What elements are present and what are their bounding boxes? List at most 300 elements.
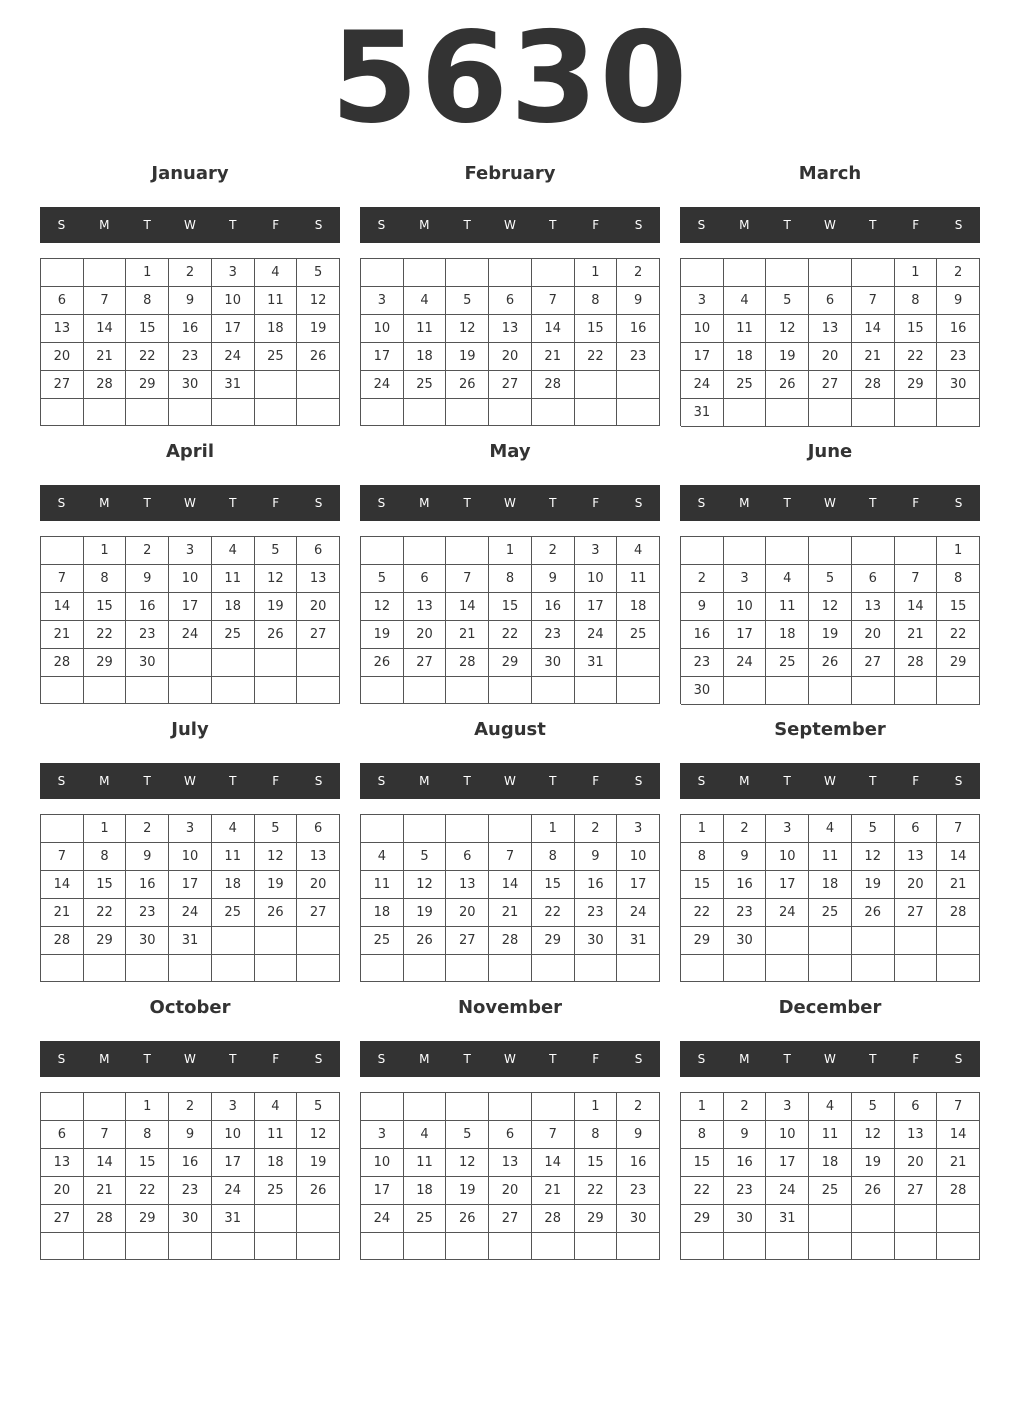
day-cell[interactable]: 15 — [126, 1149, 169, 1177]
day-cell[interactable]: 6 — [41, 287, 84, 315]
day-cell[interactable]: 2 — [617, 1093, 660, 1121]
day-cell[interactable]: 18 — [255, 315, 298, 343]
day-cell[interactable]: 2 — [724, 815, 767, 843]
day-cell[interactable]: 10 — [212, 287, 255, 315]
day-cell[interactable]: 12 — [766, 315, 809, 343]
day-cell[interactable]: 12 — [361, 593, 404, 621]
day-cell[interactable]: 3 — [724, 565, 767, 593]
day-cell[interactable]: 22 — [681, 899, 724, 927]
day-cell[interactable]: 26 — [255, 621, 298, 649]
day-cell[interactable]: 14 — [895, 593, 938, 621]
day-cell[interactable]: 18 — [809, 1149, 852, 1177]
day-cell[interactable]: 28 — [41, 927, 84, 955]
day-cell[interactable]: 28 — [895, 649, 938, 677]
day-cell[interactable]: 9 — [617, 1121, 660, 1149]
day-cell[interactable]: 28 — [84, 1205, 127, 1233]
day-cell[interactable]: 25 — [361, 927, 404, 955]
day-cell[interactable]: 5 — [809, 565, 852, 593]
day-cell[interactable]: 30 — [169, 371, 212, 399]
day-cell[interactable]: 11 — [617, 565, 660, 593]
day-cell[interactable]: 13 — [297, 565, 340, 593]
day-cell[interactable]: 5 — [446, 1121, 489, 1149]
day-cell[interactable]: 21 — [41, 899, 84, 927]
day-cell[interactable]: 24 — [169, 899, 212, 927]
day-cell[interactable]: 8 — [575, 287, 618, 315]
day-cell[interactable]: 4 — [255, 259, 298, 287]
day-cell[interactable]: 30 — [617, 1205, 660, 1233]
day-cell[interactable]: 2 — [724, 1093, 767, 1121]
day-cell[interactable]: 4 — [255, 1093, 298, 1121]
day-cell[interactable]: 1 — [489, 537, 532, 565]
day-cell[interactable]: 18 — [617, 593, 660, 621]
day-cell[interactable]: 24 — [617, 899, 660, 927]
day-cell[interactable]: 27 — [852, 649, 895, 677]
day-cell[interactable]: 31 — [212, 371, 255, 399]
day-cell[interactable]: 23 — [169, 1177, 212, 1205]
day-cell[interactable]: 22 — [84, 899, 127, 927]
day-cell[interactable]: 5 — [852, 1093, 895, 1121]
day-cell[interactable]: 29 — [895, 371, 938, 399]
day-cell[interactable]: 9 — [681, 593, 724, 621]
day-cell[interactable]: 14 — [937, 843, 980, 871]
day-cell[interactable]: 30 — [681, 677, 724, 705]
day-cell[interactable]: 8 — [126, 287, 169, 315]
day-cell[interactable]: 3 — [212, 1093, 255, 1121]
day-cell[interactable]: 24 — [766, 899, 809, 927]
day-cell[interactable]: 30 — [126, 927, 169, 955]
day-cell[interactable]: 5 — [766, 287, 809, 315]
day-cell[interactable]: 15 — [937, 593, 980, 621]
day-cell[interactable]: 7 — [937, 815, 980, 843]
day-cell[interactable]: 18 — [766, 621, 809, 649]
day-cell[interactable]: 24 — [361, 1205, 404, 1233]
day-cell[interactable]: 31 — [169, 927, 212, 955]
day-cell[interactable]: 15 — [489, 593, 532, 621]
day-cell[interactable]: 10 — [169, 565, 212, 593]
day-cell[interactable]: 29 — [126, 371, 169, 399]
day-cell[interactable]: 14 — [489, 871, 532, 899]
day-cell[interactable]: 3 — [766, 1093, 809, 1121]
day-cell[interactable]: 31 — [617, 927, 660, 955]
day-cell[interactable]: 23 — [724, 1177, 767, 1205]
day-cell[interactable]: 14 — [84, 315, 127, 343]
day-cell[interactable]: 10 — [169, 843, 212, 871]
day-cell[interactable]: 27 — [41, 371, 84, 399]
day-cell[interactable]: 7 — [41, 843, 84, 871]
day-cell[interactable]: 1 — [575, 259, 618, 287]
day-cell[interactable]: 7 — [489, 843, 532, 871]
day-cell[interactable]: 12 — [255, 843, 298, 871]
day-cell[interactable]: 12 — [809, 593, 852, 621]
day-cell[interactable]: 22 — [126, 1177, 169, 1205]
day-cell[interactable]: 26 — [852, 1177, 895, 1205]
day-cell[interactable]: 10 — [575, 565, 618, 593]
day-cell[interactable]: 28 — [446, 649, 489, 677]
day-cell[interactable]: 28 — [41, 649, 84, 677]
day-cell[interactable]: 10 — [361, 1149, 404, 1177]
day-cell[interactable]: 30 — [937, 371, 980, 399]
day-cell[interactable]: 27 — [895, 1177, 938, 1205]
day-cell[interactable]: 1 — [895, 259, 938, 287]
day-cell[interactable]: 3 — [361, 287, 404, 315]
day-cell[interactable]: 14 — [41, 871, 84, 899]
day-cell[interactable]: 29 — [937, 649, 980, 677]
day-cell[interactable]: 22 — [489, 621, 532, 649]
day-cell[interactable]: 13 — [41, 1149, 84, 1177]
day-cell[interactable]: 19 — [809, 621, 852, 649]
day-cell[interactable]: 3 — [212, 259, 255, 287]
day-cell[interactable]: 20 — [297, 593, 340, 621]
day-cell[interactable]: 25 — [255, 343, 298, 371]
day-cell[interactable]: 17 — [766, 871, 809, 899]
day-cell[interactable]: 9 — [169, 1121, 212, 1149]
day-cell[interactable]: 16 — [681, 621, 724, 649]
day-cell[interactable]: 17 — [169, 593, 212, 621]
day-cell[interactable]: 23 — [617, 1177, 660, 1205]
day-cell[interactable]: 12 — [297, 287, 340, 315]
day-cell[interactable]: 2 — [126, 537, 169, 565]
day-cell[interactable]: 3 — [617, 815, 660, 843]
day-cell[interactable]: 18 — [361, 899, 404, 927]
day-cell[interactable]: 25 — [766, 649, 809, 677]
day-cell[interactable]: 31 — [575, 649, 618, 677]
day-cell[interactable]: 10 — [724, 593, 767, 621]
day-cell[interactable]: 30 — [724, 1205, 767, 1233]
day-cell[interactable]: 25 — [212, 899, 255, 927]
day-cell[interactable]: 6 — [297, 537, 340, 565]
day-cell[interactable]: 9 — [126, 843, 169, 871]
day-cell[interactable]: 13 — [489, 1149, 532, 1177]
day-cell[interactable]: 6 — [297, 815, 340, 843]
day-cell[interactable]: 30 — [575, 927, 618, 955]
day-cell[interactable]: 25 — [809, 1177, 852, 1205]
day-cell[interactable]: 24 — [766, 1177, 809, 1205]
day-cell[interactable]: 8 — [126, 1121, 169, 1149]
day-cell[interactable]: 15 — [575, 315, 618, 343]
day-cell[interactable]: 10 — [212, 1121, 255, 1149]
day-cell[interactable]: 18 — [404, 1177, 447, 1205]
day-cell[interactable]: 23 — [126, 899, 169, 927]
day-cell[interactable]: 12 — [255, 565, 298, 593]
day-cell[interactable]: 25 — [404, 371, 447, 399]
day-cell[interactable]: 29 — [126, 1205, 169, 1233]
day-cell[interactable]: 5 — [297, 1093, 340, 1121]
day-cell[interactable]: 20 — [41, 343, 84, 371]
day-cell[interactable]: 7 — [446, 565, 489, 593]
day-cell[interactable]: 24 — [724, 649, 767, 677]
day-cell[interactable]: 2 — [681, 565, 724, 593]
day-cell[interactable]: 28 — [489, 927, 532, 955]
day-cell[interactable]: 11 — [809, 843, 852, 871]
day-cell[interactable]: 26 — [766, 371, 809, 399]
day-cell[interactable]: 6 — [489, 287, 532, 315]
day-cell[interactable]: 20 — [489, 1177, 532, 1205]
day-cell[interactable]: 9 — [937, 287, 980, 315]
day-cell[interactable]: 19 — [361, 621, 404, 649]
day-cell[interactable]: 14 — [937, 1121, 980, 1149]
day-cell[interactable]: 14 — [84, 1149, 127, 1177]
day-cell[interactable]: 18 — [404, 343, 447, 371]
day-cell[interactable]: 20 — [41, 1177, 84, 1205]
day-cell[interactable]: 27 — [489, 371, 532, 399]
day-cell[interactable]: 13 — [446, 871, 489, 899]
day-cell[interactable]: 13 — [297, 843, 340, 871]
day-cell[interactable]: 5 — [297, 259, 340, 287]
day-cell[interactable]: 27 — [41, 1205, 84, 1233]
day-cell[interactable]: 10 — [361, 315, 404, 343]
day-cell[interactable]: 20 — [404, 621, 447, 649]
day-cell[interactable]: 1 — [575, 1093, 618, 1121]
day-cell[interactable]: 13 — [489, 315, 532, 343]
day-cell[interactable]: 2 — [532, 537, 575, 565]
day-cell[interactable]: 23 — [724, 899, 767, 927]
day-cell[interactable]: 9 — [724, 843, 767, 871]
day-cell[interactable]: 9 — [532, 565, 575, 593]
day-cell[interactable]: 11 — [255, 287, 298, 315]
day-cell[interactable]: 8 — [84, 843, 127, 871]
day-cell[interactable]: 30 — [532, 649, 575, 677]
day-cell[interactable]: 9 — [617, 287, 660, 315]
day-cell[interactable]: 28 — [937, 899, 980, 927]
day-cell[interactable]: 19 — [404, 899, 447, 927]
day-cell[interactable]: 16 — [724, 1149, 767, 1177]
day-cell[interactable]: 19 — [852, 871, 895, 899]
day-cell[interactable]: 6 — [41, 1121, 84, 1149]
day-cell[interactable]: 16 — [169, 1149, 212, 1177]
day-cell[interactable]: 21 — [489, 899, 532, 927]
day-cell[interactable]: 10 — [766, 1121, 809, 1149]
day-cell[interactable]: 22 — [126, 343, 169, 371]
day-cell[interactable]: 28 — [84, 371, 127, 399]
day-cell[interactable]: 7 — [84, 1121, 127, 1149]
day-cell[interactable]: 7 — [532, 287, 575, 315]
day-cell[interactable]: 25 — [809, 899, 852, 927]
day-cell[interactable]: 5 — [446, 287, 489, 315]
day-cell[interactable]: 13 — [895, 843, 938, 871]
day-cell[interactable]: 25 — [724, 371, 767, 399]
day-cell[interactable]: 21 — [937, 871, 980, 899]
day-cell[interactable]: 4 — [809, 815, 852, 843]
day-cell[interactable]: 16 — [724, 871, 767, 899]
day-cell[interactable]: 11 — [212, 843, 255, 871]
day-cell[interactable]: 11 — [212, 565, 255, 593]
day-cell[interactable]: 7 — [84, 287, 127, 315]
day-cell[interactable]: 6 — [404, 565, 447, 593]
day-cell[interactable]: 19 — [255, 593, 298, 621]
day-cell[interactable]: 26 — [446, 1205, 489, 1233]
day-cell[interactable]: 6 — [809, 287, 852, 315]
day-cell[interactable]: 27 — [895, 899, 938, 927]
day-cell[interactable]: 3 — [575, 537, 618, 565]
day-cell[interactable]: 13 — [895, 1121, 938, 1149]
day-cell[interactable]: 4 — [724, 287, 767, 315]
day-cell[interactable]: 19 — [255, 871, 298, 899]
day-cell[interactable]: 11 — [766, 593, 809, 621]
day-cell[interactable]: 28 — [852, 371, 895, 399]
day-cell[interactable]: 8 — [575, 1121, 618, 1149]
day-cell[interactable]: 22 — [681, 1177, 724, 1205]
day-cell[interactable]: 2 — [617, 259, 660, 287]
day-cell[interactable]: 21 — [446, 621, 489, 649]
day-cell[interactable]: 17 — [617, 871, 660, 899]
day-cell[interactable]: 25 — [404, 1205, 447, 1233]
day-cell[interactable]: 6 — [895, 1093, 938, 1121]
day-cell[interactable]: 8 — [681, 843, 724, 871]
day-cell[interactable]: 25 — [255, 1177, 298, 1205]
day-cell[interactable]: 16 — [575, 871, 618, 899]
day-cell[interactable]: 9 — [169, 287, 212, 315]
day-cell[interactable]: 6 — [852, 565, 895, 593]
day-cell[interactable]: 9 — [126, 565, 169, 593]
day-cell[interactable]: 8 — [84, 565, 127, 593]
day-cell[interactable]: 5 — [404, 843, 447, 871]
day-cell[interactable]: 7 — [895, 565, 938, 593]
day-cell[interactable]: 4 — [404, 287, 447, 315]
day-cell[interactable]: 17 — [681, 343, 724, 371]
day-cell[interactable]: 3 — [169, 537, 212, 565]
day-cell[interactable]: 17 — [361, 1177, 404, 1205]
day-cell[interactable]: 16 — [617, 315, 660, 343]
day-cell[interactable]: 16 — [937, 315, 980, 343]
day-cell[interactable]: 14 — [41, 593, 84, 621]
day-cell[interactable]: 30 — [126, 649, 169, 677]
day-cell[interactable]: 18 — [724, 343, 767, 371]
day-cell[interactable]: 13 — [852, 593, 895, 621]
day-cell[interactable]: 6 — [895, 815, 938, 843]
day-cell[interactable]: 9 — [575, 843, 618, 871]
day-cell[interactable]: 16 — [169, 315, 212, 343]
day-cell[interactable]: 16 — [617, 1149, 660, 1177]
day-cell[interactable]: 4 — [404, 1121, 447, 1149]
day-cell[interactable]: 26 — [446, 371, 489, 399]
day-cell[interactable]: 20 — [297, 871, 340, 899]
day-cell[interactable]: 19 — [297, 315, 340, 343]
day-cell[interactable]: 29 — [489, 649, 532, 677]
day-cell[interactable]: 7 — [532, 1121, 575, 1149]
day-cell[interactable]: 12 — [852, 1121, 895, 1149]
day-cell[interactable]: 20 — [852, 621, 895, 649]
day-cell[interactable]: 20 — [895, 1149, 938, 1177]
day-cell[interactable]: 22 — [937, 621, 980, 649]
day-cell[interactable]: 31 — [766, 1205, 809, 1233]
day-cell[interactable]: 5 — [852, 815, 895, 843]
day-cell[interactable]: 19 — [766, 343, 809, 371]
day-cell[interactable]: 18 — [809, 871, 852, 899]
day-cell[interactable]: 3 — [169, 815, 212, 843]
day-cell[interactable]: 27 — [489, 1205, 532, 1233]
day-cell[interactable]: 11 — [724, 315, 767, 343]
day-cell[interactable]: 17 — [575, 593, 618, 621]
day-cell[interactable]: 4 — [212, 537, 255, 565]
day-cell[interactable]: 23 — [532, 621, 575, 649]
day-cell[interactable]: 15 — [681, 871, 724, 899]
day-cell[interactable]: 26 — [852, 899, 895, 927]
day-cell[interactable]: 17 — [361, 343, 404, 371]
day-cell[interactable]: 8 — [681, 1121, 724, 1149]
day-cell[interactable]: 1 — [126, 259, 169, 287]
day-cell[interactable]: 21 — [41, 621, 84, 649]
day-cell[interactable]: 13 — [809, 315, 852, 343]
day-cell[interactable]: 31 — [681, 399, 724, 427]
day-cell[interactable]: 16 — [126, 593, 169, 621]
day-cell[interactable]: 23 — [617, 343, 660, 371]
day-cell[interactable]: 29 — [681, 927, 724, 955]
day-cell[interactable]: 3 — [766, 815, 809, 843]
day-cell[interactable]: 11 — [809, 1121, 852, 1149]
day-cell[interactable]: 1 — [681, 815, 724, 843]
day-cell[interactable]: 14 — [446, 593, 489, 621]
day-cell[interactable]: 23 — [575, 899, 618, 927]
day-cell[interactable]: 29 — [84, 649, 127, 677]
day-cell[interactable]: 19 — [446, 1177, 489, 1205]
day-cell[interactable]: 20 — [895, 871, 938, 899]
day-cell[interactable]: 19 — [852, 1149, 895, 1177]
day-cell[interactable]: 24 — [212, 343, 255, 371]
day-cell[interactable]: 31 — [212, 1205, 255, 1233]
day-cell[interactable]: 21 — [895, 621, 938, 649]
day-cell[interactable]: 2 — [169, 259, 212, 287]
day-cell[interactable]: 7 — [852, 287, 895, 315]
day-cell[interactable]: 21 — [84, 1177, 127, 1205]
day-cell[interactable]: 30 — [169, 1205, 212, 1233]
day-cell[interactable]: 20 — [809, 343, 852, 371]
day-cell[interactable]: 15 — [895, 315, 938, 343]
day-cell[interactable]: 27 — [446, 927, 489, 955]
day-cell[interactable]: 22 — [895, 343, 938, 371]
day-cell[interactable]: 14 — [532, 1149, 575, 1177]
day-cell[interactable]: 15 — [126, 315, 169, 343]
day-cell[interactable]: 27 — [404, 649, 447, 677]
day-cell[interactable]: 1 — [84, 815, 127, 843]
day-cell[interactable]: 22 — [575, 1177, 618, 1205]
day-cell[interactable]: 2 — [575, 815, 618, 843]
day-cell[interactable]: 12 — [852, 843, 895, 871]
day-cell[interactable]: 15 — [575, 1149, 618, 1177]
day-cell[interactable]: 14 — [532, 315, 575, 343]
day-cell[interactable]: 26 — [255, 899, 298, 927]
day-cell[interactable]: 18 — [212, 593, 255, 621]
day-cell[interactable]: 23 — [681, 649, 724, 677]
day-cell[interactable]: 24 — [361, 371, 404, 399]
day-cell[interactable]: 15 — [532, 871, 575, 899]
day-cell[interactable]: 26 — [361, 649, 404, 677]
day-cell[interactable]: 4 — [617, 537, 660, 565]
day-cell[interactable]: 8 — [489, 565, 532, 593]
day-cell[interactable]: 24 — [575, 621, 618, 649]
day-cell[interactable]: 13 — [404, 593, 447, 621]
day-cell[interactable]: 18 — [212, 871, 255, 899]
day-cell[interactable]: 4 — [212, 815, 255, 843]
day-cell[interactable]: 29 — [532, 927, 575, 955]
day-cell[interactable]: 30 — [724, 927, 767, 955]
day-cell[interactable]: 5 — [255, 537, 298, 565]
day-cell[interactable]: 10 — [766, 843, 809, 871]
day-cell[interactable]: 19 — [446, 343, 489, 371]
day-cell[interactable]: 11 — [255, 1121, 298, 1149]
day-cell[interactable]: 5 — [255, 815, 298, 843]
day-cell[interactable]: 17 — [169, 871, 212, 899]
day-cell[interactable]: 26 — [297, 343, 340, 371]
day-cell[interactable]: 8 — [532, 843, 575, 871]
day-cell[interactable]: 3 — [361, 1121, 404, 1149]
day-cell[interactable]: 6 — [446, 843, 489, 871]
day-cell[interactable]: 27 — [297, 899, 340, 927]
day-cell[interactable]: 16 — [126, 871, 169, 899]
day-cell[interactable]: 15 — [84, 593, 127, 621]
day-cell[interactable]: 12 — [297, 1121, 340, 1149]
day-cell[interactable]: 26 — [404, 927, 447, 955]
day-cell[interactable]: 29 — [575, 1205, 618, 1233]
